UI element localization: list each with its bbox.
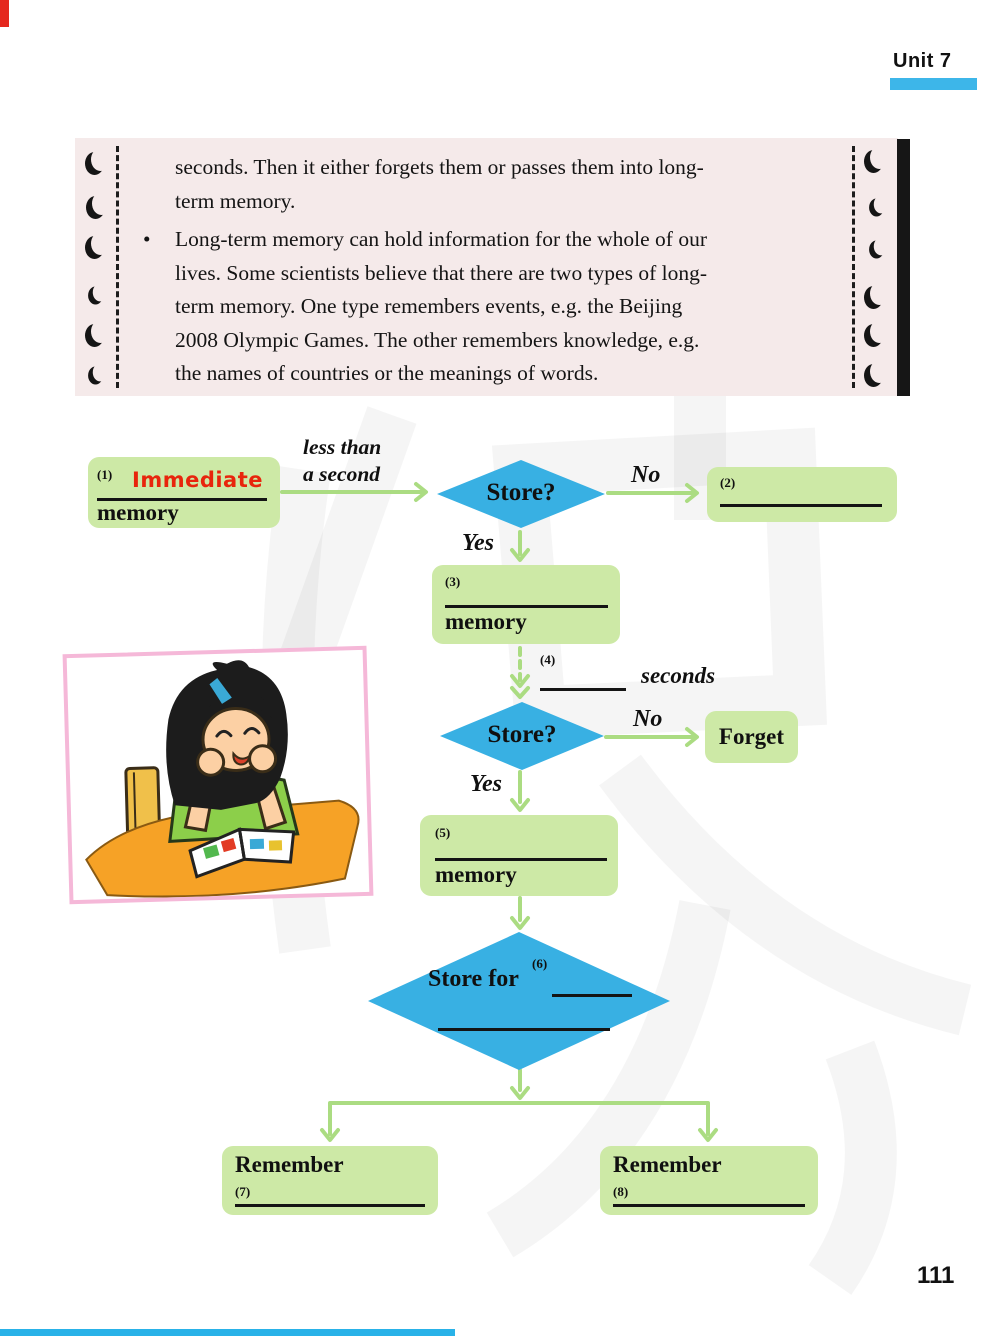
flow-box-memory-5 (420, 815, 618, 896)
answer-immediate: Immediate (132, 468, 264, 492)
edge-label-yes-1: Yes (462, 530, 494, 556)
answer-blank-6a (552, 994, 632, 997)
edge-label-line: a second (303, 462, 381, 486)
passage-line: Long-term memory can hold information for the whole of our (175, 227, 707, 251)
box-label: Remember (235, 1152, 344, 1177)
flow-box-2 (707, 467, 897, 522)
answer-blank-8 (613, 1204, 805, 1207)
passage-line: the names of countries or the meanings of words. (175, 361, 599, 385)
blank-number: (1) (97, 467, 113, 482)
flow-box-memory-3 (432, 565, 620, 644)
answer-blank-4 (540, 688, 626, 691)
flow-box-immediate-memory (88, 457, 280, 528)
flow-box-remember-7 (222, 1146, 438, 1215)
box-label: memory (435, 862, 517, 887)
answer-blank-3 (445, 605, 608, 608)
reading-girl-illustration (63, 646, 374, 904)
blank-number: (6) (532, 956, 548, 971)
edge-label-line: less than (303, 435, 382, 459)
unit-header: Unit 7 (893, 50, 952, 72)
box-label: memory (445, 609, 527, 634)
blank-number: (4) (540, 652, 556, 667)
passage-line: 2008 Olympic Games. The other remembers knowledge, e.g. (175, 327, 700, 352)
passage-line: seconds. Then it either forgets them or passes them into long- (175, 155, 704, 179)
blank-number: (7) (235, 1184, 251, 1199)
edge-label-less-than-a-second (303, 434, 381, 488)
passage-line: lives. Some scientists believe that there are two types of long- (175, 260, 707, 285)
decision-label: Store for (428, 966, 519, 992)
passage-line: term memory. One type remembers events, e.g. the Beijing (175, 294, 683, 318)
edge-label-seconds: seconds (641, 663, 716, 688)
edge-label-no-1: No (631, 462, 661, 488)
decision-label: Store? (486, 479, 556, 506)
box-label: Remember (613, 1152, 722, 1177)
flow-box-remember-8 (600, 1146, 818, 1215)
blank-number: (3) (445, 574, 461, 589)
answer-blank-7 (235, 1204, 425, 1207)
box-label: memory (97, 500, 179, 525)
box-label: Forget (718, 724, 785, 749)
blank-number: (8) (613, 1184, 629, 1199)
answer-blank-5 (435, 858, 607, 861)
edge-label-yes-2: Yes (470, 771, 502, 797)
edge-label-no-2: No (633, 706, 663, 732)
answer-blank-6b (438, 1028, 610, 1031)
page-number: 111 (917, 1262, 955, 1289)
bullet: • (143, 227, 151, 251)
blank-number: (2) (720, 475, 736, 490)
decision-label: Store? (487, 721, 557, 748)
blank-number: (5) (435, 825, 451, 840)
passage-line: term memory. (175, 188, 296, 213)
answer-blank-2 (720, 504, 882, 507)
flow-box-forget (705, 711, 798, 763)
